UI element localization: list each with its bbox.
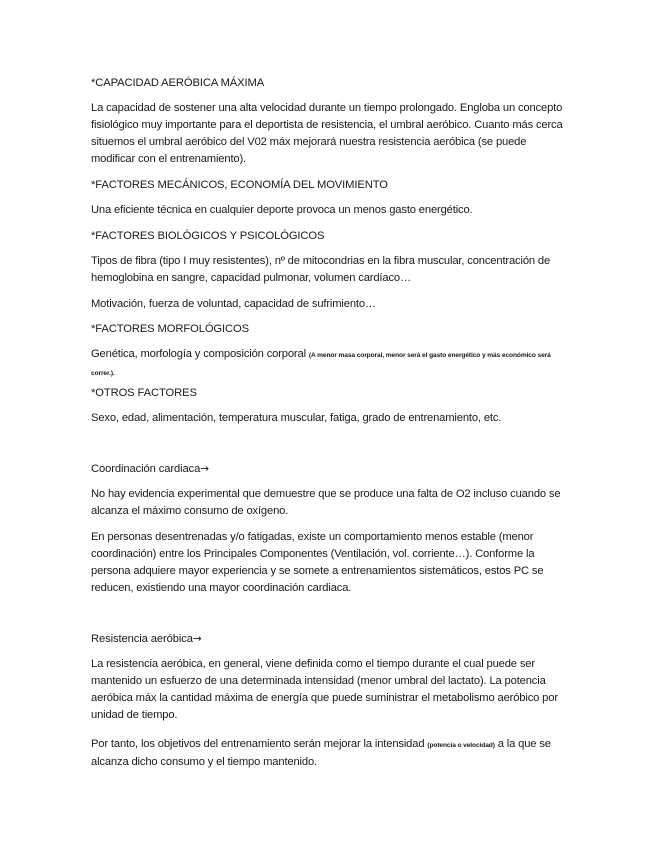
resistencia-label: Resistencia aeróbica [91,633,193,645]
morfologicos-text: Genética, morfología y composición corporal [91,348,309,360]
coordinacion-label: Coordinación cardiaca [91,463,201,475]
paragraph-resistencia-1: La resistencia aeróbica, en general, viene definida como el tiempo durante el cual puede ser mantenido un esfuerzo de una determinada intensidad (menor umbral del lactato). La potencia aeróbica máx la cantidad máxima de energía que puede suministrar el metabolismo aeróbico por unidad de tiempo. [91,658,558,721]
paragraph-capacidad-aerobica: La capacidad de sostener una alta velocidad durante un tiempo prolongado. Engloba un concepto fisiológico muy importante para el deportista de resistencia, el umbral aeróbico. Cuanto más cerca situemos el umbral aeróbico del V02 máx mejorará nuestra resistencia aeróbica (se puede modificar con el entrenamiento). [91,102,563,165]
paragraph-factores-biologicos: Tipos de fibra (tipo I muy resistentes), nº de mitocondrias en la fibra muscular, concentración de hemoglobina en sangre, capacidad pulmonar, volumen cardíaco… [91,255,551,284]
resistencia-2-text-a: Por tanto, los objetivos del entrenamiento serán mejorar la intensidad [91,738,428,750]
paragraph-factores-psicologicos: Motivación, fuerza de voluntad, capacidad de sufrimiento… [91,298,376,310]
heading-capacidad-aerobica: *CAPACIDAD AERÓBICA MÁXIMA [91,77,265,89]
paragraph-otros-factores: Sexo, edad, alimentación, temperatura muscular, fatiga, grado de entrenamiento, etc. [91,412,502,424]
right-arrow-icon: → [192,633,202,645]
heading-resistencia-aerobica [91,631,571,648]
heading-factores-biologicos: *FACTORES BIOLÓGICOS Y PSICOLÓGICOS [91,230,325,242]
paragraph-factores-morfologicos [91,346,571,382]
morfologicos-note: (A menor masa corporal, menor será el gasto energético y más económico será correr.). [91,352,551,377]
resistencia-2-text-b: a la que se alcanza dicho consumo y el tiempo mantenido. [91,738,551,768]
heading-factores-morfologicos: *FACTORES MORFOLÓGICOS [91,323,249,335]
paragraph-factores-mecanicos: Una eficiente técnica en cualquier deporte provoca un menos gasto energético. [91,204,473,216]
heading-factores-mecanicos: *FACTORES MECÁNICOS, ECONOMÍA DEL MOVIMIENTO [91,179,388,191]
paragraph-coordinacion-2: En personas desentrenadas y/o fatigadas, existe un comportamiento menos estable (menor coordinación) entre los Principales Componentes (Ventilación, vol. corriente…). Conforme la persona adquiere mayor experiencia y se somete a entrenamientos sistemáticos, estos PC se reducen, existiendo una mayor coordinación cardiaca. [91,531,544,594]
paragraph-resistencia-2 [91,736,571,771]
heading-otros-factores: *OTROS FACTORES [91,387,197,399]
paragraph-coordinacion-1: No hay evidencia experimental que demuestre que se produce una falta de O2 incluso cuando se alcanza el máximo consumo de oxígeno. [91,488,561,517]
resistencia-2-note: (potencia o velocidad) [427,742,495,749]
heading-coordinacion-cardiaca [91,461,571,478]
right-arrow-icon: → [200,463,209,475]
